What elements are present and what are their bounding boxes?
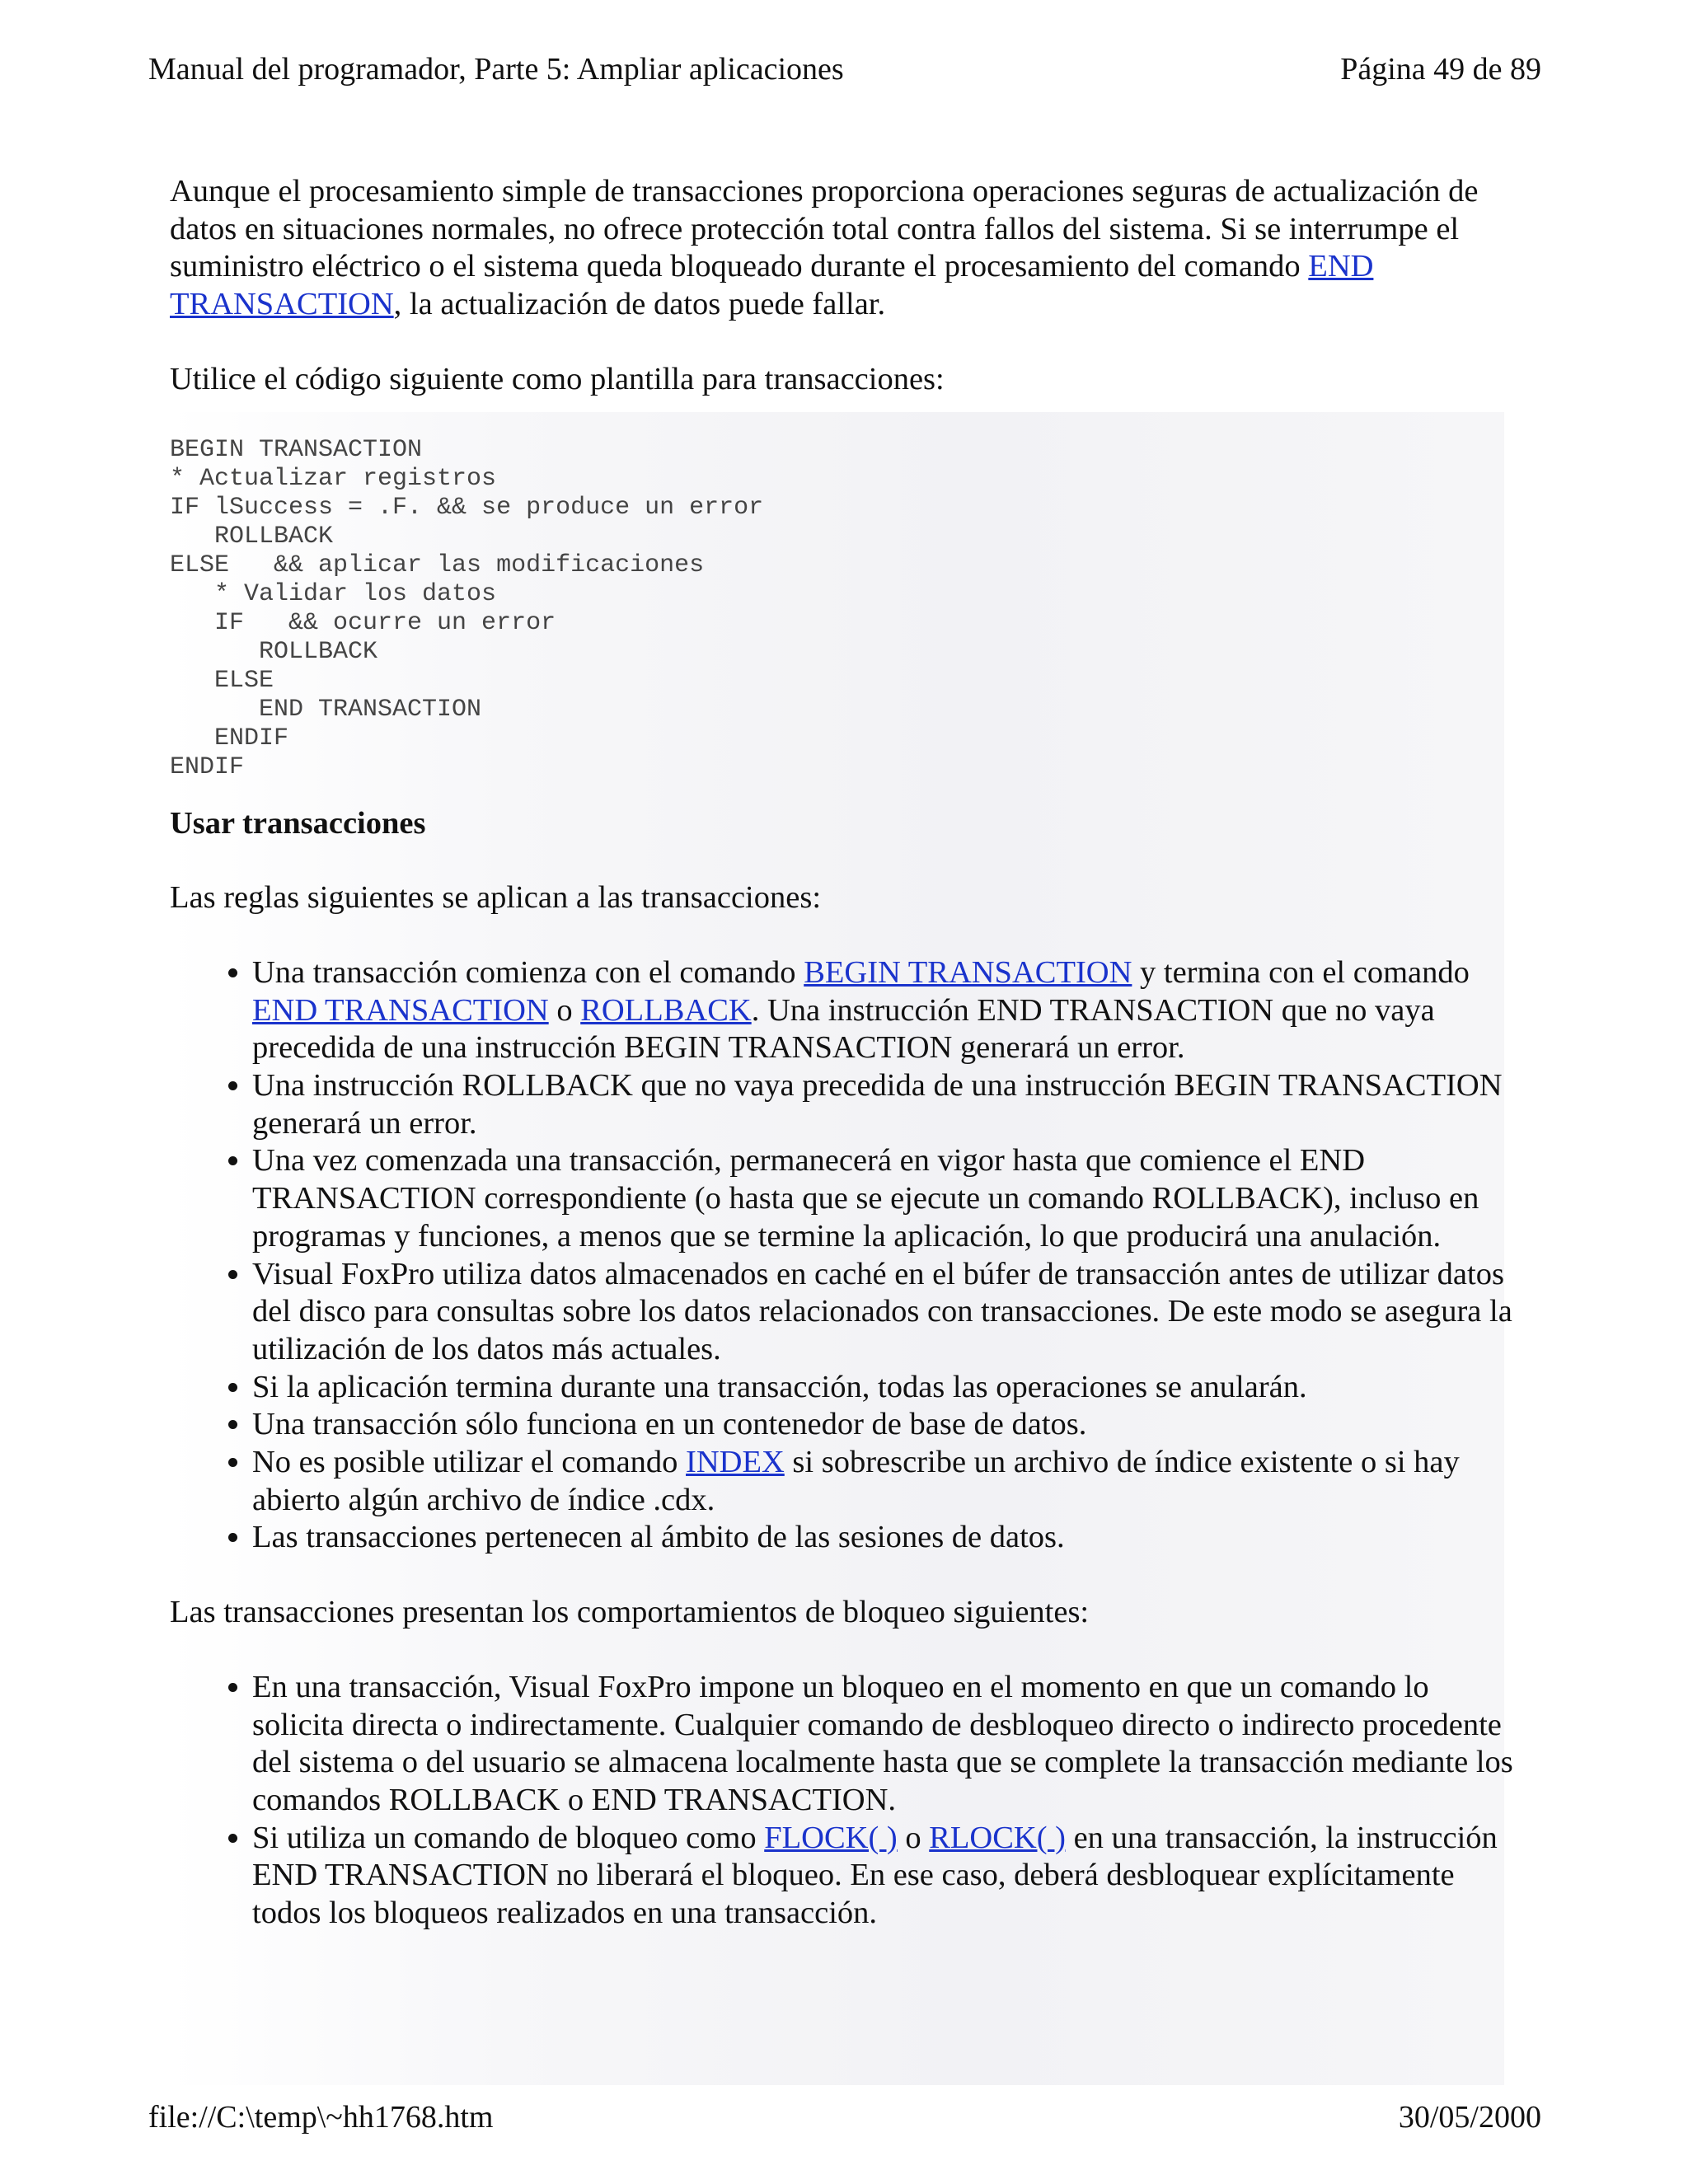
rules-list	[170, 954, 1522, 1557]
file-path: file://C:\temp\~hh1768.htm	[148, 2100, 494, 2135]
document-body	[170, 173, 1522, 1970]
begin-transaction-link[interactable]: BEGIN TRANSACTION	[804, 954, 1132, 990]
list-item: • Una vez comenzada una transacción, permanecerá en vigor hasta que comience el END TRANSACTION correspondiente (o hasta que se ejecute un comando ROLLBACK), incluso en programas y funciones, a menos que se termine la aplicación, lo que producirá una anulación.	[252, 1142, 1522, 1255]
rollback-link[interactable]: ROLLBACK	[580, 992, 752, 1028]
print-date: 30/05/2000	[1398, 2100, 1541, 2135]
list-item: • En una transacción, Visual FoxPro impone un bloqueo en el momento en que un comando lo solicita directa o indirectamente. Cualquier comando de desbloqueo directo o indirecto procedente del sistema o del usuario se almacena localmente hasta que se complete la transacción mediante los comandos ROLLBACK o END TRANSACTION.	[252, 1669, 1522, 1820]
document-title: Manual del programador, Parte 5: Ampliar aplicaciones	[148, 52, 844, 87]
list-item: • Una instrucción ROLLBACK que no vaya precedida de una instrucción BEGIN TRANSACTION generará un error.	[252, 1067, 1522, 1142]
list-item: • No es posible utilizar el comando INDEX si sobrescribe un archivo de índice existente o si hay abierto algún archivo de índice .cdx.	[252, 1444, 1522, 1519]
locking-list	[170, 1669, 1522, 1933]
list-item: • Si utiliza un comando de bloqueo como FLOCK( ) o RLOCK( ) en una transacción, la instrucción END TRANSACTION no liberará el bloqueo. En ese caso, deberá desbloquear explícitamente todos los bloqueos realizados en una transacción.	[252, 1820, 1522, 1933]
list-item: • Visual FoxPro utiliza datos almacenados en caché en el búfer de transacción antes de utilizar datos del disco para consultas sobre los datos relacionados con transacciones. De este modo se asegura la utilización de los datos más actuales.	[252, 1256, 1522, 1369]
flock-link[interactable]: FLOCK( )	[764, 1820, 898, 1855]
index-link[interactable]: INDEX	[686, 1445, 785, 1480]
page-number: Página 49 de 89	[1340, 52, 1541, 87]
end-transaction-link[interactable]: END TRANSACTION	[170, 249, 1374, 322]
rules-intro: Las reglas siguientes se aplican a las transacciones:	[170, 880, 822, 916]
end-transaction-link[interactable]: END TRANSACTION	[252, 992, 549, 1028]
intro-paragraph: Aunque el procesamiento simple de transacciones proporciona operaciones seguras de actualización de datos en situaciones normales, no ofrece protección total contra fallos del sistema. Si se interrumpe el suministro eléctrico o el sistema queda bloqueado durante el procesamiento del comando END TRANSACTION, la actualización de datos puede fallar.	[170, 174, 1479, 322]
template-intro: Utilice el código siguiente como plantilla para transacciones:	[170, 361, 945, 396]
list-item: • Si la aplicación termina durante una transacción, todas las operaciones se anularán.	[252, 1369, 1522, 1407]
locking-intro: Las transacciones presentan los comportamientos de bloqueo siguientes:	[170, 1595, 1090, 1630]
list-item: • Las transacciones pertenecen al ámbito de las sesiones de datos.	[252, 1519, 1522, 1557]
code-block: BEGIN TRANSACTION * Actualizar registros IF lSuccess = .F. && se produce un error ROLLBACK ELSE && aplicar las modificaciones * Validar los datos IF && ocurre un error ROLLBACK ELSE END TRANSACTION ENDIF ENDIF	[170, 435, 764, 781]
section-heading: Usar transacciones	[170, 805, 426, 841]
list-item: • Una transacción sólo funciona en un contenedor de base de datos.	[252, 1406, 1522, 1444]
rlock-link[interactable]: RLOCK( )	[929, 1820, 1066, 1855]
page-footer	[148, 2099, 1541, 2135]
list-item: • Una transacción comienza con el comando BEGIN TRANSACTION y termina con el comando END TRANSACTION o ROLLBACK. Una instrucción END TRANSACTION que no vaya precedida de una instrucción BEGIN TRANSACTION generará un error.	[252, 954, 1522, 1067]
